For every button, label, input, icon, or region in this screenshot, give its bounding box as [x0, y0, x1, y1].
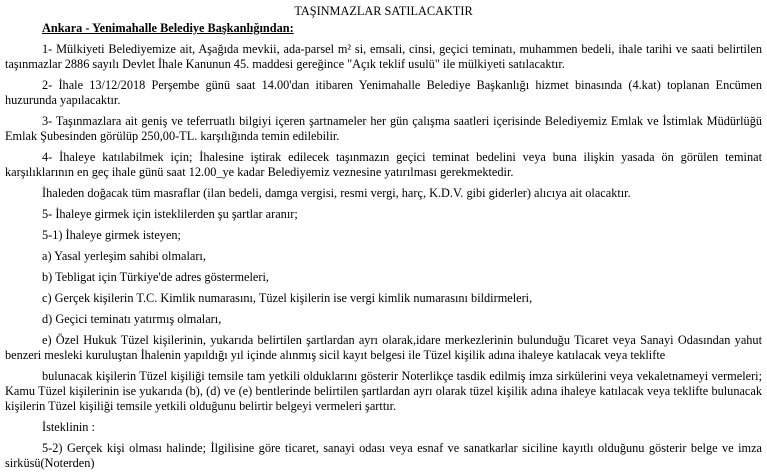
document-title: TAŞINMAZLAR SATILACAKTIR [294, 4, 473, 18]
paragraph-continuation: bulunacak kişilerin Tüzel kişiliği temsile tam yetkili olduklarını gösterir Noterlikçe tasdik edilmiş imza sirkülerini veya vekaletnameyi vermeleri; Kamu Tüzel kişilerinin ise yukarıda (b), (d) ve (e) bentlerinde belirtilen şartlardan ayrı olarak tüzel kişilik adına ihaleye katılacak veya teklifte bulunacak kişilerin Tüzel kişiliği temsile yetkili olduğunu belirtir belgeyi vermeleri şarttır. [5, 369, 762, 413]
list-item-d: d) Geçici teminatı yatırmış olmaları, [42, 312, 222, 326]
paragraph-expenses: İhaleden doğacak tüm masraflar (ilan bedeli, damga vergisi, resmi vergi, harç, K.D.V. gibi giderler) alıcıya ait olacaktır. [42, 186, 631, 200]
paragraph-2: 2- İhale 13/12/2018 Perşembe günü saat 14.00'dan itibaren Yenimahalle Belediye Başkanlığı hizmet binasında (4.kat) toplanan Encümen huzurunda yapılacaktır. [5, 78, 762, 107]
paragraph-5: 5- İhaleye girmek için isteklilerden şu şartlar aranır; [42, 207, 298, 221]
paragraph-isteklinin: İsteklinin : [42, 420, 95, 434]
list-item-b: b) Tebligat için Türkiye'de adres göstermeleri, [42, 270, 269, 284]
document-page [0, 4, 767, 473]
paragraph-3: 3- Taşınmazlara ait geniş ve teferruatlı bilgiyi içeren şartnameler her gün çalışma saatleri içerisinde Belediyemiz Emlak ve İstimlak Müdürlüğü Emlak Şubesinden görülüp 250,00-TL. karşılığında temin edilebilir. [5, 114, 762, 143]
authority-heading: Ankara - Yenimahalle Belediye Başkanlığından: [42, 21, 294, 35]
list-item-a: a) Yasal yerleşim sahibi olmaları, [42, 249, 206, 263]
paragraph-1: 1- Mülkiyeti Belediyemize ait, Aşağıda mevkii, ada-parsel m² si, emsali, cinsi, geçici teminatı, muhammen bedeli, ihale tarihi ve saati belirtilen taşınmazlar 2886 sayılı Devlet İhale Kanunun 45. maddesi gereğince "Açık teklif usulü" ile mülkiyeti satılacaktır. [5, 42, 762, 71]
paragraph-5-1: 5-1) İhaleye girmek isteyen; [42, 228, 181, 242]
paragraph-5-2: 5-2) Gerçek kişi olması halinde; İlgilisine göre ticaret, sanayi odası veya esnaf ve sanatkarlar siciline kayıtlı olduğunu gösterir belge ve imza sirküsü(Noterden) [5, 441, 762, 470]
paragraph-4: 4- İhaleye katılabilmek için; İhalesine iştirak edilecek taşınmazın geçici teminat bedelini veya buna ilişkin yasada ön görülen teminat karşılıklarının en geç ihale günü saat 12.00_ye kadar Belediyemiz veznesine yatırılması gerekmektedir. [5, 150, 762, 179]
list-item-c: c) Gerçek kişilerin T.C. Kimlik numarasını, Tüzel kişilerin ise vergi kimlik numarasını bildirmeleri, [42, 291, 533, 305]
list-item-e: e) Özel Hukuk Tüzel kişilerinin, yukarıda belirtilen şartlardan ayrı olarak,idare merkezlerinin bulunduğu Ticaret veya Sanayi Odasından yahut benzeri mesleki kuruluştan İhalenin yapıldığı yıl içinde alınmış sicil kayıt belgesi ile Tüzel kişilik adına ihaleye katılacak veya teklifte [5, 333, 762, 362]
